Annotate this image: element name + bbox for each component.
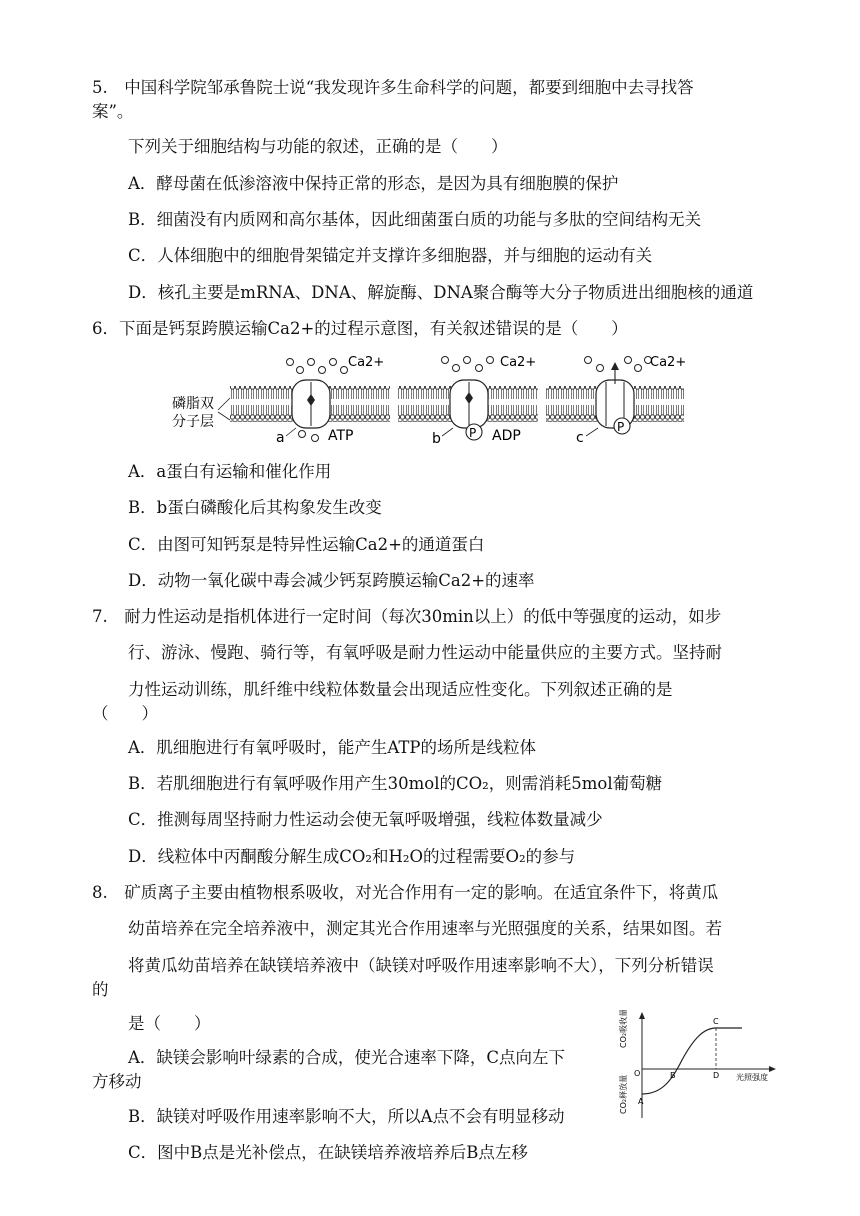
calcium-pump-figure xyxy=(170,348,690,448)
phosphate-label-b: P xyxy=(469,426,477,440)
panel-label-c: c xyxy=(576,430,584,446)
ca-ion xyxy=(308,359,315,366)
q8-stem-line2: 幼苗培养在完全培养液中，测定其光合作用速率与光照强度的关系，结果如图。若 xyxy=(128,919,722,938)
q7-option-b: B．若肌细胞进行有氧呼吸作用产生30mol的CO₂，则需消耗5mol葡萄糖 xyxy=(128,774,663,793)
q8-stem-line1: 8. 矿质离子主要由植物根系吸收，对光合作用有一定的影响。在适宜条件下，将黄瓜 xyxy=(92,883,719,902)
y-label-top: CO₂吸收量 xyxy=(619,1010,628,1048)
x-label: 光照强度 xyxy=(736,1073,768,1082)
phosphate-label-c: P xyxy=(617,420,625,434)
q7-stem-line3: 力性运动训练，肌纤维中线粒体数量会出现适应性变化。下列叙述正确的是 xyxy=(128,680,673,699)
q6-stem: 6．下面是钙泵跨膜运输Ca2+的过程示意图，有关叙述错误的是（ ） xyxy=(92,319,628,338)
ca-ion xyxy=(476,365,483,372)
q8-option-c: C．图中B点是光补偿点，在缺镁培养液培养后B点左移 xyxy=(128,1143,528,1162)
ion-label-b: Ca2+ xyxy=(500,355,537,370)
q8-option-a: A．缺镁会影响叶绿素的合成，使光合速率下降，C点向左下 xyxy=(128,1048,566,1067)
photosynthesis-curve xyxy=(612,1010,780,1124)
ca-ion xyxy=(487,357,494,364)
panel-label-b: b xyxy=(432,431,441,447)
q8-option-b: B．缺镁对呼吸作用速率影响不大，所以A点不会有明显移动 xyxy=(128,1107,565,1126)
adp-label: ADP xyxy=(492,428,521,444)
membrane-label-1: 磷脂双 xyxy=(172,396,214,412)
ca-ion xyxy=(597,365,604,372)
ca-ion xyxy=(635,365,642,372)
rate-curve xyxy=(642,1028,742,1094)
ca-ion xyxy=(297,367,304,374)
point-a-label: A xyxy=(638,1097,644,1106)
q5-option-d: D．核孔主要是mRNA、DNA、解旋酶、DNA聚合酶等大分子物质进出细胞核的通道 xyxy=(128,283,754,302)
q5-option-c: C．人体细胞中的细胞骨架锚定并支撑许多细胞器，并与细胞的运动有关 xyxy=(128,246,653,265)
q6-option-c: C．由图可知钙泵是特异性运输Ca2+的通道蛋白 xyxy=(128,535,485,554)
q5-stem-line3: 下列关于细胞结构与功能的叙述，正确的是（ ） xyxy=(128,137,508,156)
q5-option-b: B．细菌没有内质网和高尔基体，因此细菌蛋白质的功能与多肽的空间结构无关 xyxy=(128,210,702,229)
q8-option-a-cont: 方移动 xyxy=(92,1072,142,1091)
panel-label-a: a xyxy=(276,430,285,446)
q8-stem-line4: 的 xyxy=(92,980,109,999)
q6-option-d: D．动物一氧化碳中毒会减少钙泵跨膜运输Ca2+的速率 xyxy=(128,571,535,590)
ca-ion xyxy=(625,357,632,364)
q7-option-c: C．推测每周坚持耐力性运动会使无氧呼吸增强，线粒体数量减少 xyxy=(128,810,603,829)
q7-stem-line1: 7. 耐力性运动是指机体进行一定时间（每次30min以上）的低中等强度的运动，如步 xyxy=(92,607,722,626)
ca-ion xyxy=(585,357,592,364)
ca-ion xyxy=(442,357,449,364)
ca-ion xyxy=(319,367,326,374)
q8-stem-line3: 将黄瓜幼苗培养在缺镁培养液中（缺镁对呼吸作用速率影响不大），下列分析错误 xyxy=(128,956,714,975)
point-b-label: B xyxy=(670,1071,676,1080)
q5-stem-line2: 案”。 xyxy=(92,102,134,121)
atp-label: ATP xyxy=(328,428,354,444)
membrane-label-2: 分子层 xyxy=(172,414,214,430)
ca-ion xyxy=(287,359,294,366)
q6-option-a: A．a蛋白有运输和催化作用 xyxy=(128,462,332,481)
point-d-label: D xyxy=(713,1071,720,1080)
q7-option-a: A．肌细胞进行有氧呼吸时，能产生ATP的场所是线粒体 xyxy=(128,738,537,757)
q7-stem-line4: （ ） xyxy=(92,704,158,723)
origin-label: O xyxy=(634,1069,641,1078)
q7-option-d: D．线粒体中丙酮酸分解生成CO₂和H₂O的过程需要O₂的参与 xyxy=(128,847,576,866)
ca-ion xyxy=(330,359,337,366)
ion-label-c: Ca2+ xyxy=(650,355,687,370)
photosynthesis-graph xyxy=(612,1010,780,1124)
point-c-label: C xyxy=(713,1017,719,1026)
ca-ion xyxy=(453,365,460,372)
ca-ion xyxy=(464,357,471,364)
q8-stem-line5: 是（ ） xyxy=(128,1014,211,1033)
ca-ion xyxy=(341,367,348,374)
q5-stem-line1: 5. 中国科学院邹承鲁院士说“我发现许多生命科学的问题，都要到细胞中去寻找答 xyxy=(92,78,694,97)
q6-option-b: B．b蛋白磷酸化后其构象发生改变 xyxy=(128,498,382,517)
q5-option-a: A．酵母菌在低渗溶液中保持正常的形态，是因为具有细胞膜的保护 xyxy=(128,174,619,193)
y-label-bottom: CO₂释放量 xyxy=(619,1074,628,1114)
calcium-pump-diagram xyxy=(170,348,690,448)
ion-label-a: Ca2+ xyxy=(348,355,385,370)
q7-stem-line2: 行、游泳、慢跑、骑行等，有氧呼吸是耐力性运动中能量供应的主要方式。坚持耐 xyxy=(128,643,722,662)
